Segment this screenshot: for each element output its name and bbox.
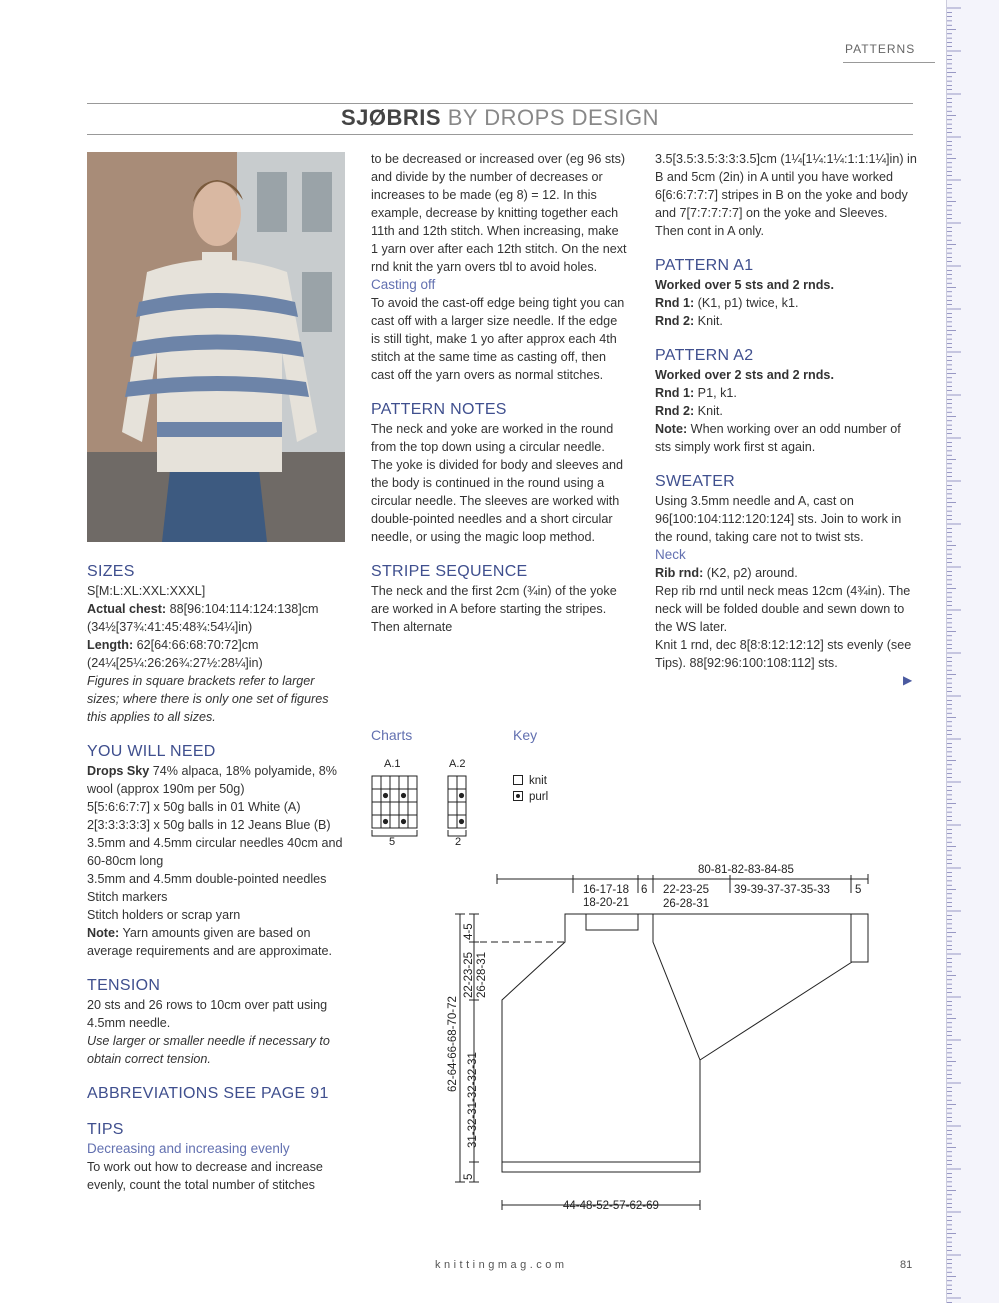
title-byline: BY DROPS DESIGN <box>447 105 659 130</box>
dim-body-length: 31-32-31-32-32-31 <box>467 1052 479 1148</box>
rib-text: (K2, p2) around. <box>703 566 798 580</box>
pattern-a2-heading: PATTERN A2 <box>655 347 754 364</box>
section-label: PATTERNS <box>845 42 916 56</box>
key-label: Key <box>513 727 538 743</box>
section-rule <box>843 62 935 63</box>
length-value: 62[64:66:68:70:72]cm <box>133 638 259 652</box>
pattern-a1-sub: Worked over 5 sts and 2 rnds. <box>655 278 834 292</box>
pattern-notes-text: The neck and yoke are worked in the round from the top down using a circular needle. The yoke is divided for body and sleeves and the body is continued in the round using a circular needle. The sleeves are worked with double-pointed needles and a short circular needle, or using the magic loop method. <box>371 422 624 544</box>
dim-cuff: 5 <box>855 884 862 896</box>
note-text: Yarn amounts given are based on average requirements and are approximate. <box>87 926 333 958</box>
key-knit-label: knit <box>529 775 547 787</box>
yarn-note <box>87 924 349 960</box>
you-will-need-heading: YOU WILL NEED <box>87 743 216 760</box>
neck-text-2: Knit 1 rnd, dec 8[8:8:12:12:12] sts evenly (see Tips). 88[92:96:100:108:112] sts. <box>655 638 912 670</box>
key-purl-label: purl <box>529 791 549 803</box>
rib-line <box>655 564 917 582</box>
ruler-strip <box>946 0 999 1303</box>
charts-label: Charts <box>371 727 413 743</box>
chart-a1-grid <box>372 776 417 828</box>
pattern-notes-heading: PATTERN NOTES <box>371 401 507 418</box>
column-right <box>655 150 917 672</box>
yarn-text: 74% alpaca, 18% polyamide, 8% wool (approx 190m per 50g) <box>87 764 337 796</box>
note-label: Note: <box>87 926 120 940</box>
dim-neck-1: 16-17-18 <box>583 884 630 896</box>
rnd-label: Rnd 2: <box>655 404 695 418</box>
pattern-a2-note <box>655 420 917 456</box>
rnd-text: P1, k1. <box>694 386 737 400</box>
sizes-note: Figures in square brackets refer to larger sizes; where there is only one set of figures this applies to all sizes. <box>87 674 329 724</box>
page-number: 81 <box>900 1259 913 1271</box>
pattern-a1-heading: PATTERN A1 <box>655 257 754 274</box>
sweater-model-photo <box>87 152 345 542</box>
rib-label: Rib rnd: <box>655 566 704 580</box>
casting-off-text: To avoid the cast-off edge being tight you can cast off with a larger size needle. If the edge is still tight, make 1 yo after approx each 4th stitch at the same time as casting off, then cast off the yarn overs as normal stitches. <box>371 296 625 382</box>
note-text: When working over an odd number of sts simply work first st again. <box>655 422 901 454</box>
stripe-continued: 3.5[3.5:3.5:3:3:3.5]cm (1¼[1¼:1¼:1:1:1¼]in) in B and 5cm (2in) in A until you have worked 6[6:6:7:7:7] stripes in B on the yoke and body and 7[7:7:7:7:7] on the yoke and Sleeves. Then cont in A only. <box>655 152 917 238</box>
tips-subheading: Decreasing and increasing evenly <box>87 1141 290 1156</box>
dim-total-width: 80-81-82-83-84-85 <box>698 864 794 876</box>
dim-neck-2: 18-20-21 <box>583 897 630 909</box>
need-line: Stitch holders or scrap yarn <box>87 908 241 922</box>
neck-text-1: Rep rib rnd until neck meas 12cm (4¾in). The neck will be folded double and sewn down to the WS later. <box>655 584 911 634</box>
length-label: Length: <box>87 638 134 652</box>
length-inches: (24¼[25¼:26:26¾:27½:28¼]in) <box>87 656 263 670</box>
chart-a1-width: 5 <box>389 836 396 848</box>
title-rule-top <box>87 103 913 104</box>
sweater-text: Using 3.5mm needle and A, cast on 96[100:104:112:120:124] sts. Join to work in the round, taking care not to twist sts. <box>655 494 902 544</box>
rnd-text: Knit. <box>694 404 723 418</box>
column-left <box>87 562 349 1194</box>
dim-yoke-top: 4-5 <box>463 923 475 940</box>
pattern-a2-sub: Worked over 2 sts and 2 rnds. <box>655 368 834 382</box>
dim-shoulder-1: 22-23-25 <box>663 884 710 896</box>
tips-continued: to be decreased or increased over (eg 96 sts) and divide by the number of decreases or increases to be made (eg 8) = 12. In this example, decrease by knitting together each 11th and 12th stitch. When increasing, make 1 yarn over after each 12th stitch. On the next rnd knit the yarn overs tbl to avoid holes. <box>371 152 627 274</box>
knitting-charts <box>368 774 478 854</box>
pattern-a1-rnd2 <box>655 312 917 330</box>
pattern-a2-rnd2 <box>655 402 917 420</box>
need-line: 2[3:3:3:3:3] x 50g balls in 12 Jeans Blue (B) <box>87 818 331 832</box>
tips-heading: TIPS <box>87 1121 124 1138</box>
chest-line <box>87 600 349 618</box>
purl-symbol-icon <box>513 791 523 801</box>
tension-note: Use larger or smaller needle if necessary to obtain correct tension. <box>87 1034 330 1066</box>
ruler-ticks <box>947 0 999 1303</box>
pattern-title <box>87 105 913 131</box>
need-line: 5[5:6:6:7:7] x 50g balls in 01 White (A) <box>87 800 301 814</box>
rnd-label: Rnd 1: <box>655 296 695 310</box>
dim-sleeve: 39-39-37-37-35-33 <box>734 884 830 896</box>
need-line: 3.5mm and 4.5mm circular needles 40cm and 60-80cm long <box>87 836 343 868</box>
dim-total-length: 62-64-66-68-70-72 <box>447 996 459 1092</box>
note-label: Note: <box>655 422 688 436</box>
yarn-label: Drops Sky <box>87 764 150 778</box>
sizes-line: S[M:L:XL:XXL:XXXL] <box>87 584 206 598</box>
knit-symbol-icon <box>513 775 523 785</box>
casting-off-subheading: Casting off <box>371 277 436 292</box>
stripe-sequence-heading: STRIPE SEQUENCE <box>371 563 528 580</box>
column-middle <box>371 150 629 636</box>
sweater-heading: SWEATER <box>655 473 736 490</box>
rnd-label: Rnd 2: <box>655 314 695 328</box>
chest-value: 88[96:104:114:124:138]cm <box>166 602 319 616</box>
chart-a1-purl-dots <box>383 793 406 824</box>
continue-arrow-icon: ▶ <box>903 673 913 687</box>
dim-hem: 5 <box>463 1173 475 1180</box>
chart-a1-title: A.1 <box>384 758 401 770</box>
neck-subheading: Neck <box>655 547 686 562</box>
rnd-text: (K1, p1) twice, k1. <box>694 296 799 310</box>
dim-neck-gap: 6 <box>641 884 648 896</box>
need-line: Stitch markers <box>87 890 168 904</box>
photo-illustration <box>87 152 345 542</box>
title-rule-bottom <box>87 134 913 135</box>
rnd-label: Rnd 1: <box>655 386 695 400</box>
title-main: SJØBRIS <box>341 105 442 130</box>
dim-yoke-1: 22-23-25 <box>463 951 475 998</box>
need-line: 3.5mm and 4.5mm double-pointed needles <box>87 872 327 886</box>
chart-a2-title: A.2 <box>449 758 466 770</box>
tension-heading: TENSION <box>87 977 161 994</box>
stripe-sequence-text: The neck and the first 2cm (¾in) of the yoke are worked in A before starting the stripes. Then alternate <box>371 584 617 634</box>
rnd-text: Knit. <box>694 314 723 328</box>
dim-shoulder-2: 26-28-31 <box>663 898 710 910</box>
tips-text: To work out how to decrease and increase evenly, count the total number of stitches <box>87 1160 323 1192</box>
key-knit <box>513 775 547 787</box>
chest-inches: (34½[37¾:41:45:48¾:54¼]in) <box>87 620 253 634</box>
tension-text: 20 sts and 26 rows to 10cm over patt using 4.5mm needle. <box>87 998 328 1030</box>
sweater-schematic <box>440 860 880 1220</box>
abbreviations-heading: ABBREVIATIONS SEE PAGE 91 <box>87 1085 329 1102</box>
pattern-a1-rnd1 <box>655 294 917 312</box>
pattern-a2-rnd1 <box>655 384 917 402</box>
chest-label: Actual chest: <box>87 602 167 616</box>
sizes-heading: SIZES <box>87 563 135 580</box>
chart-a2-width: 2 <box>455 836 462 848</box>
footer-url: knittingmag.com <box>435 1259 568 1271</box>
dim-yoke-2: 26-28-31 <box>476 951 488 998</box>
chart-a2-purl-dots <box>459 793 464 824</box>
length-line <box>87 636 349 654</box>
yarn-line <box>87 762 349 798</box>
dim-body-width: 44-48-52-57-62-69 <box>563 1200 659 1212</box>
key-purl <box>513 791 548 803</box>
